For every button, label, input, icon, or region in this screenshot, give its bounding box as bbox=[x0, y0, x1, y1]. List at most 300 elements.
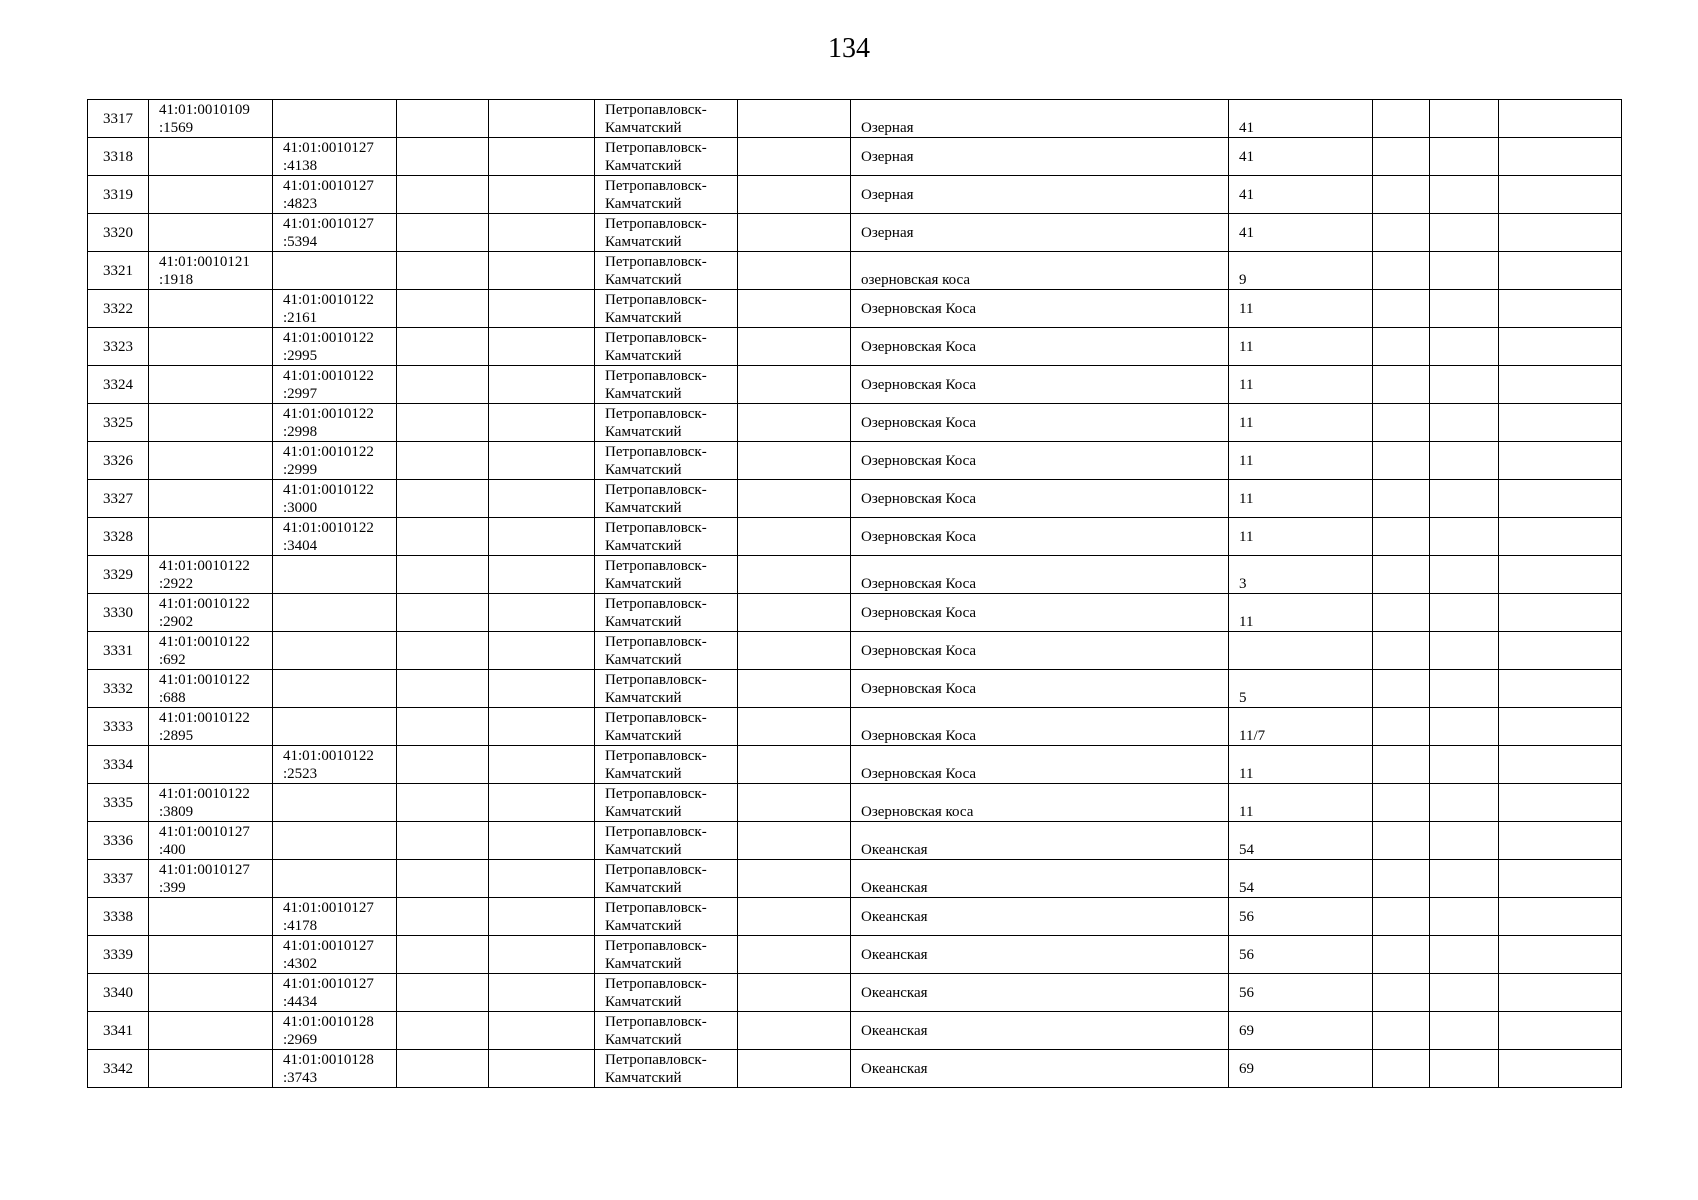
row-number-cell: 3338 bbox=[88, 898, 149, 936]
row-number-cell: 3320 bbox=[88, 214, 149, 252]
city-cell bbox=[595, 822, 738, 860]
empty-cell bbox=[1499, 822, 1622, 860]
row-number-cell: 3333 bbox=[88, 708, 149, 746]
table-row bbox=[88, 328, 1622, 366]
cadastral-number-alt-line-1: 41:01:0010122 bbox=[283, 330, 374, 346]
row-number-cell: 3340 bbox=[88, 974, 149, 1012]
cadastral-number-line-2: :1918 bbox=[159, 272, 194, 288]
empty-cell bbox=[1430, 404, 1499, 442]
cadastral-number-line-1: 41:01:0010109 bbox=[159, 102, 250, 118]
empty-cell bbox=[489, 518, 595, 556]
empty-cell bbox=[1430, 366, 1499, 404]
row-number-cell: 3334 bbox=[88, 746, 149, 784]
empty-cell bbox=[738, 594, 851, 632]
cadastral-number-alt-line-1: 41:01:0010128 bbox=[283, 1052, 374, 1068]
table-row bbox=[88, 670, 1622, 708]
house-cell: 11 bbox=[1229, 784, 1373, 822]
empty-cell bbox=[1373, 404, 1430, 442]
table-row bbox=[88, 138, 1622, 176]
cadastral-number-alt-cell bbox=[273, 100, 397, 138]
city-line-1: Петропавловск- bbox=[605, 1052, 707, 1068]
empty-cell bbox=[738, 746, 851, 784]
cadastral-number-alt-line-2: :4823 bbox=[283, 196, 318, 212]
city-cell bbox=[595, 214, 738, 252]
cadastral-number-cell bbox=[149, 708, 273, 746]
row-number-cell: 3325 bbox=[88, 404, 149, 442]
row-number-cell: 3323 bbox=[88, 328, 149, 366]
table-row bbox=[88, 480, 1622, 518]
row-number-cell: 3318 bbox=[88, 138, 149, 176]
street-cell: Озерновская Коса bbox=[851, 404, 1229, 442]
city-cell bbox=[595, 366, 738, 404]
city-line-2: Камчатский bbox=[605, 386, 682, 402]
city-cell bbox=[595, 252, 738, 290]
empty-cell bbox=[489, 366, 595, 404]
city-line-2: Камчатский bbox=[605, 462, 682, 478]
city-line-2: Камчатский bbox=[605, 158, 682, 174]
cadastral-number-line-2: :688 bbox=[159, 690, 186, 706]
empty-cell bbox=[489, 138, 595, 176]
empty-cell bbox=[489, 328, 595, 366]
house-cell: 56 bbox=[1229, 974, 1373, 1012]
cadastral-number-alt-cell bbox=[273, 936, 397, 974]
empty-cell bbox=[1373, 670, 1430, 708]
row-number-cell: 3332 bbox=[88, 670, 149, 708]
empty-cell bbox=[1373, 480, 1430, 518]
empty-cell bbox=[489, 442, 595, 480]
empty-cell bbox=[738, 784, 851, 822]
table-row bbox=[88, 518, 1622, 556]
empty-cell bbox=[1430, 898, 1499, 936]
city-line-1: Петропавловск- bbox=[605, 862, 707, 878]
empty-cell bbox=[397, 670, 489, 708]
row-number-cell: 3319 bbox=[88, 176, 149, 214]
city-line-2: Камчатский bbox=[605, 956, 682, 972]
city-line-2: Камчатский bbox=[605, 842, 682, 858]
table-row bbox=[88, 404, 1622, 442]
row-number-cell: 3335 bbox=[88, 784, 149, 822]
cadastral-number-alt-cell bbox=[273, 442, 397, 480]
empty-cell bbox=[1430, 252, 1499, 290]
empty-cell bbox=[489, 556, 595, 594]
table-row bbox=[88, 100, 1622, 138]
empty-cell bbox=[738, 100, 851, 138]
row-number-cell: 3327 bbox=[88, 480, 149, 518]
house-cell: 11/7 bbox=[1229, 708, 1373, 746]
registry-table bbox=[87, 99, 1622, 1088]
street-cell: Океанская bbox=[851, 860, 1229, 898]
cadastral-number-cell bbox=[149, 898, 273, 936]
city-line-1: Петропавловск- bbox=[605, 596, 707, 612]
empty-cell bbox=[738, 670, 851, 708]
empty-cell bbox=[489, 670, 595, 708]
empty-cell bbox=[1373, 1050, 1430, 1088]
empty-cell bbox=[1499, 898, 1622, 936]
house-cell: 41 bbox=[1229, 100, 1373, 138]
empty-cell bbox=[489, 1050, 595, 1088]
cadastral-number-alt-line-1: 41:01:0010127 bbox=[283, 140, 374, 156]
street-cell: Озерная bbox=[851, 100, 1229, 138]
empty-cell bbox=[1499, 480, 1622, 518]
house-cell: 3 bbox=[1229, 556, 1373, 594]
empty-cell bbox=[1430, 328, 1499, 366]
table-row bbox=[88, 366, 1622, 404]
city-line-2: Камчатский bbox=[605, 652, 682, 668]
empty-cell bbox=[397, 100, 489, 138]
city-line-2: Камчатский bbox=[605, 766, 682, 782]
city-line-1: Петропавловск- bbox=[605, 292, 707, 308]
empty-cell bbox=[397, 556, 489, 594]
cadastral-number-alt-line-1: 41:01:0010122 bbox=[283, 292, 374, 308]
cadastral-number-cell bbox=[149, 480, 273, 518]
city-cell bbox=[595, 784, 738, 822]
empty-cell bbox=[1373, 746, 1430, 784]
street-cell: Озерновская Коса bbox=[851, 290, 1229, 328]
street-cell: Океанская bbox=[851, 898, 1229, 936]
empty-cell bbox=[738, 860, 851, 898]
cadastral-number-alt-line-2: :5394 bbox=[283, 234, 318, 250]
empty-cell bbox=[489, 822, 595, 860]
cadastral-number-alt-line-2: :2523 bbox=[283, 766, 318, 782]
empty-cell bbox=[397, 632, 489, 670]
city-line-2: Камчатский bbox=[605, 918, 682, 934]
house-cell: 11 bbox=[1229, 290, 1373, 328]
table-row bbox=[88, 1050, 1622, 1088]
empty-cell bbox=[1430, 784, 1499, 822]
empty-cell bbox=[1499, 442, 1622, 480]
city-line-1: Петропавловск- bbox=[605, 938, 707, 954]
city-line-2: Камчатский bbox=[605, 538, 682, 554]
city-line-1: Петропавловск- bbox=[605, 976, 707, 992]
city-line-1: Петропавловск- bbox=[605, 748, 707, 764]
empty-cell bbox=[1430, 822, 1499, 860]
empty-cell bbox=[1373, 366, 1430, 404]
empty-cell bbox=[738, 480, 851, 518]
cadastral-number-alt-line-1: 41:01:0010127 bbox=[283, 216, 374, 232]
empty-cell bbox=[397, 1012, 489, 1050]
empty-cell bbox=[1373, 328, 1430, 366]
cadastral-number-alt-cell bbox=[273, 1050, 397, 1088]
empty-cell bbox=[1499, 974, 1622, 1012]
house-cell: 56 bbox=[1229, 898, 1373, 936]
empty-cell bbox=[738, 252, 851, 290]
empty-cell bbox=[397, 480, 489, 518]
empty-cell bbox=[1499, 214, 1622, 252]
empty-cell bbox=[1499, 860, 1622, 898]
empty-cell bbox=[489, 100, 595, 138]
cadastral-number-line-1: 41:01:0010127 bbox=[159, 824, 250, 840]
empty-cell bbox=[1373, 708, 1430, 746]
row-number-cell: 3336 bbox=[88, 822, 149, 860]
row-number-cell: 3329 bbox=[88, 556, 149, 594]
city-line-2: Камчатский bbox=[605, 994, 682, 1010]
empty-cell bbox=[1430, 518, 1499, 556]
cadastral-number-alt-line-1: 41:01:0010122 bbox=[283, 482, 374, 498]
empty-cell bbox=[1499, 252, 1622, 290]
city-line-2: Камчатский bbox=[605, 348, 682, 364]
street-cell: Озерновская Коса bbox=[851, 328, 1229, 366]
street-cell: Озерная bbox=[851, 176, 1229, 214]
empty-cell bbox=[1499, 328, 1622, 366]
empty-cell bbox=[738, 442, 851, 480]
cadastral-number-alt-line-1: 41:01:0010127 bbox=[283, 976, 374, 992]
cadastral-number-alt-line-2: :2997 bbox=[283, 386, 318, 402]
row-number-cell: 3321 bbox=[88, 252, 149, 290]
city-cell bbox=[595, 556, 738, 594]
city-line-1: Петропавловск- bbox=[605, 140, 707, 156]
cadastral-number-alt-line-2: :2969 bbox=[283, 1032, 318, 1048]
city-line-1: Петропавловск- bbox=[605, 672, 707, 688]
empty-cell bbox=[397, 822, 489, 860]
city-line-2: Камчатский bbox=[605, 424, 682, 440]
row-number-cell: 3341 bbox=[88, 1012, 149, 1050]
empty-cell bbox=[1430, 1050, 1499, 1088]
city-cell bbox=[595, 176, 738, 214]
empty-cell bbox=[1499, 404, 1622, 442]
empty-cell bbox=[738, 1050, 851, 1088]
empty-cell bbox=[1430, 100, 1499, 138]
cadastral-number-line-1: 41:01:0010122 bbox=[159, 558, 250, 574]
table-row bbox=[88, 784, 1622, 822]
house-cell: 11 bbox=[1229, 366, 1373, 404]
empty-cell bbox=[489, 898, 595, 936]
city-line-2: Камчатский bbox=[605, 728, 682, 744]
empty-cell bbox=[1373, 442, 1430, 480]
table-row bbox=[88, 176, 1622, 214]
cadastral-number-alt-line-1: 41:01:0010127 bbox=[283, 900, 374, 916]
cadastral-number-cell bbox=[149, 594, 273, 632]
cadastral-number-alt-cell bbox=[273, 290, 397, 328]
row-number-cell: 3326 bbox=[88, 442, 149, 480]
city-line-1: Петропавловск- bbox=[605, 482, 707, 498]
street-cell: Океанская bbox=[851, 974, 1229, 1012]
cadastral-number-alt-cell bbox=[273, 860, 397, 898]
row-number-cell: 3337 bbox=[88, 860, 149, 898]
cadastral-number-line-2: :400 bbox=[159, 842, 186, 858]
cadastral-number-line-2: :3809 bbox=[159, 804, 194, 820]
cadastral-number-alt-cell bbox=[273, 176, 397, 214]
empty-cell bbox=[1373, 556, 1430, 594]
empty-cell bbox=[1373, 822, 1430, 860]
cadastral-number-cell bbox=[149, 138, 273, 176]
empty-cell bbox=[397, 252, 489, 290]
house-cell: 11 bbox=[1229, 404, 1373, 442]
cadastral-number-alt-cell bbox=[273, 594, 397, 632]
empty-cell bbox=[1499, 1012, 1622, 1050]
cadastral-number-alt-line-2: :3404 bbox=[283, 538, 318, 554]
empty-cell bbox=[1499, 936, 1622, 974]
city-cell bbox=[595, 594, 738, 632]
street-cell: Озерная bbox=[851, 214, 1229, 252]
empty-cell bbox=[1499, 366, 1622, 404]
cadastral-number-alt-line-2: :2999 bbox=[283, 462, 318, 478]
city-cell bbox=[595, 442, 738, 480]
cadastral-number-cell bbox=[149, 822, 273, 860]
empty-cell bbox=[397, 442, 489, 480]
city-line-1: Петропавловск- bbox=[605, 634, 707, 650]
cadastral-number-alt-line-1: 41:01:0010127 bbox=[283, 178, 374, 194]
city-cell bbox=[595, 708, 738, 746]
empty-cell bbox=[489, 290, 595, 328]
empty-cell bbox=[397, 328, 489, 366]
table-row bbox=[88, 214, 1622, 252]
cadastral-number-cell bbox=[149, 366, 273, 404]
house-cell: 5 bbox=[1229, 670, 1373, 708]
empty-cell bbox=[489, 936, 595, 974]
empty-cell bbox=[738, 556, 851, 594]
city-cell bbox=[595, 480, 738, 518]
cadastral-number-alt-line-1: 41:01:0010122 bbox=[283, 520, 374, 536]
cadastral-number-alt-cell bbox=[273, 632, 397, 670]
empty-cell bbox=[397, 936, 489, 974]
street-cell: Океанская bbox=[851, 1050, 1229, 1088]
street-cell: Озерновская Коса bbox=[851, 708, 1229, 746]
cadastral-number-cell bbox=[149, 100, 273, 138]
table-row bbox=[88, 632, 1622, 670]
street-cell: озерновская коса bbox=[851, 252, 1229, 290]
empty-cell bbox=[1499, 556, 1622, 594]
cadastral-number-line-1: 41:01:0010122 bbox=[159, 786, 250, 802]
cadastral-number-line-2: :2895 bbox=[159, 728, 194, 744]
cadastral-number-alt-line-2: :3743 bbox=[283, 1070, 318, 1086]
cadastral-number-cell bbox=[149, 214, 273, 252]
street-cell: Озерновская Коса bbox=[851, 366, 1229, 404]
house-cell: 56 bbox=[1229, 936, 1373, 974]
cadastral-number-line-1: 41:01:0010122 bbox=[159, 672, 250, 688]
city-cell bbox=[595, 518, 738, 556]
city-line-2: Камчатский bbox=[605, 614, 682, 630]
empty-cell bbox=[397, 176, 489, 214]
cadastral-number-cell bbox=[149, 518, 273, 556]
street-cell: Озерновская Коса bbox=[851, 632, 1229, 670]
city-line-1: Петропавловск- bbox=[605, 824, 707, 840]
table-row bbox=[88, 822, 1622, 860]
table-row bbox=[88, 442, 1622, 480]
row-number-cell: 3339 bbox=[88, 936, 149, 974]
city-line-2: Камчатский bbox=[605, 196, 682, 212]
cadastral-number-alt-line-2: :4302 bbox=[283, 956, 318, 972]
city-line-2: Камчатский bbox=[605, 120, 682, 136]
cadastral-number-cell bbox=[149, 404, 273, 442]
table-row bbox=[88, 746, 1622, 784]
cadastral-number-alt-cell bbox=[273, 252, 397, 290]
cadastral-number-cell bbox=[149, 974, 273, 1012]
empty-cell bbox=[1499, 290, 1622, 328]
city-line-2: Камчатский bbox=[605, 576, 682, 592]
empty-cell bbox=[489, 404, 595, 442]
house-cell: 11 bbox=[1229, 480, 1373, 518]
empty-cell bbox=[1499, 176, 1622, 214]
cadastral-number-alt-line-1: 41:01:0010127 bbox=[283, 938, 374, 954]
city-line-2: Камчатский bbox=[605, 272, 682, 288]
city-cell bbox=[595, 290, 738, 328]
house-cell: 69 bbox=[1229, 1012, 1373, 1050]
street-cell: Озерновская Коса bbox=[851, 670, 1229, 708]
table-row bbox=[88, 936, 1622, 974]
city-line-1: Петропавловск- bbox=[605, 102, 707, 118]
house-cell: 9 bbox=[1229, 252, 1373, 290]
empty-cell bbox=[1373, 898, 1430, 936]
house-cell: 41 bbox=[1229, 176, 1373, 214]
row-number-cell: 3324 bbox=[88, 366, 149, 404]
empty-cell bbox=[738, 366, 851, 404]
empty-cell bbox=[397, 898, 489, 936]
street-cell: Озерновская Коса bbox=[851, 746, 1229, 784]
cadastral-number-alt-cell bbox=[273, 556, 397, 594]
street-cell: Озерновская Коса bbox=[851, 442, 1229, 480]
table-row bbox=[88, 1012, 1622, 1050]
city-line-1: Петропавловск- bbox=[605, 178, 707, 194]
city-line-2: Камчатский bbox=[605, 234, 682, 250]
empty-cell bbox=[1499, 100, 1622, 138]
cadastral-number-alt-line-2: :4178 bbox=[283, 918, 318, 934]
cadastral-number-cell bbox=[149, 328, 273, 366]
city-cell bbox=[595, 974, 738, 1012]
cadastral-number-line-2: :1569 bbox=[159, 120, 194, 136]
city-line-1: Петропавловск- bbox=[605, 444, 707, 460]
empty-cell bbox=[738, 518, 851, 556]
cadastral-number-cell bbox=[149, 1050, 273, 1088]
cadastral-number-cell bbox=[149, 670, 273, 708]
city-line-2: Камчатский bbox=[605, 804, 682, 820]
cadastral-number-cell bbox=[149, 746, 273, 784]
street-cell: Озерновская Коса bbox=[851, 518, 1229, 556]
city-cell bbox=[595, 1050, 738, 1088]
empty-cell bbox=[397, 974, 489, 1012]
street-cell: Озерновская Коса bbox=[851, 556, 1229, 594]
cadastral-number-alt-cell bbox=[273, 898, 397, 936]
city-line-2: Камчатский bbox=[605, 310, 682, 326]
city-cell bbox=[595, 670, 738, 708]
empty-cell bbox=[397, 518, 489, 556]
empty-cell bbox=[489, 784, 595, 822]
empty-cell bbox=[489, 860, 595, 898]
house-cell: 11 bbox=[1229, 328, 1373, 366]
empty-cell bbox=[397, 594, 489, 632]
empty-cell bbox=[1499, 594, 1622, 632]
cadastral-number-alt-line-1: 41:01:0010128 bbox=[283, 1014, 374, 1030]
empty-cell bbox=[1499, 708, 1622, 746]
cadastral-number-line-2: :399 bbox=[159, 880, 186, 896]
empty-cell bbox=[489, 176, 595, 214]
cadastral-number-alt-line-2: :2161 bbox=[283, 310, 318, 326]
cadastral-number-cell bbox=[149, 252, 273, 290]
empty-cell bbox=[1499, 138, 1622, 176]
empty-cell bbox=[1430, 936, 1499, 974]
empty-cell bbox=[738, 936, 851, 974]
empty-cell bbox=[489, 594, 595, 632]
empty-cell bbox=[1430, 594, 1499, 632]
empty-cell bbox=[1373, 784, 1430, 822]
table-row bbox=[88, 708, 1622, 746]
city-cell bbox=[595, 138, 738, 176]
cadastral-number-line-2: :2922 bbox=[159, 576, 194, 592]
cadastral-number-alt-cell bbox=[273, 670, 397, 708]
cadastral-number-line-1: 41:01:0010127 bbox=[159, 862, 250, 878]
city-cell bbox=[595, 1012, 738, 1050]
empty-cell bbox=[738, 708, 851, 746]
cadastral-number-cell bbox=[149, 1012, 273, 1050]
cadastral-number-line-1: 41:01:0010122 bbox=[159, 596, 250, 612]
city-line-1: Петропавловск- bbox=[605, 216, 707, 232]
house-cell: 69 bbox=[1229, 1050, 1373, 1088]
table-body bbox=[88, 100, 1622, 1088]
table-row bbox=[88, 556, 1622, 594]
city-cell bbox=[595, 936, 738, 974]
empty-cell bbox=[489, 480, 595, 518]
empty-cell bbox=[1430, 860, 1499, 898]
house-cell: 11 bbox=[1229, 518, 1373, 556]
